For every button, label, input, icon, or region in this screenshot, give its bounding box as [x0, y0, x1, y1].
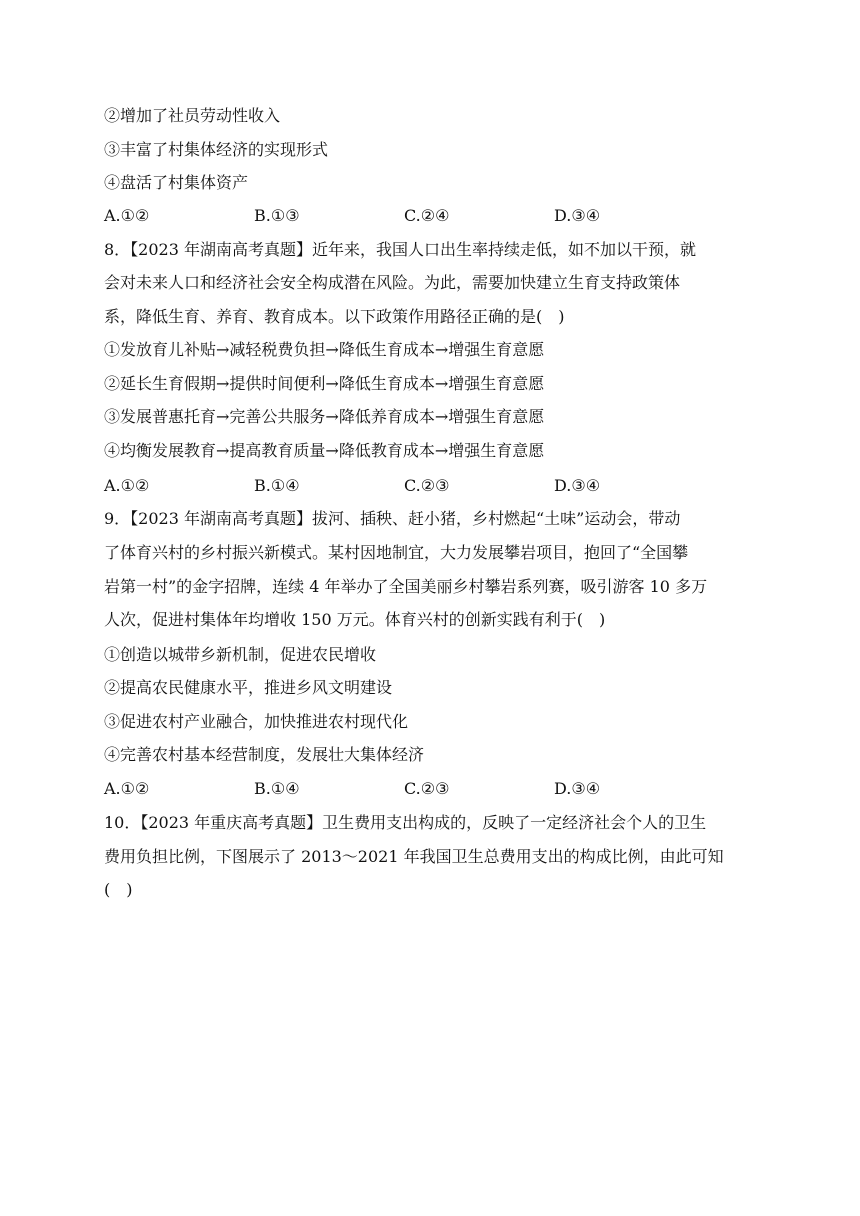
q8-stem-line-3: 系，降低生育、养育、教育成本。以下政策作用路径正确的是( )	[104, 307, 565, 326]
q9-stem-line-3: 岩第一村”的金字招牌，连续 4 年举办了全国美丽乡村攀岩系列赛，吸引游客 10 多万	[104, 577, 708, 596]
q9-option-b: B.①④	[254, 779, 300, 798]
q10-stem-line-2: 费用负担比例，下图展示了 2013～2021 年我国卫生总费用支出的构成比例，由此可知	[104, 847, 724, 866]
q7-options	[104, 206, 764, 226]
q8-option-a: A.①②	[104, 476, 150, 495]
q9-options	[104, 779, 764, 799]
q7-option-b: B.①③	[254, 206, 300, 225]
q7-item-3: ③丰富了村集体经济的实现形式	[104, 140, 329, 159]
q9-option-c: C.②③	[404, 779, 450, 798]
q7-option-c: C.②④	[404, 206, 450, 225]
q9-item-2: ②提高农民健康水平，推进乡风文明建设	[104, 678, 393, 697]
q9-item-3: ③促进农村产业融合，加快推进农村现代化	[104, 712, 409, 731]
q9-item-4: ④完善农村基本经营制度，发展壮大集体经济	[104, 745, 425, 764]
q9-stem-line-1: 9．【2023 年湖南高考真题】拔河、插秧、赶小猪，乡村燃起“土味”运动会，带动	[104, 509, 681, 528]
q8-stem-line-1: 8．【2023 年湖南高考真题】近年来，我国人口出生率持续走低，如不加以干预，就	[104, 240, 696, 259]
q8-item-1: ①发放育儿补贴→减轻税费负担→降低生育成本→增强生育意愿	[104, 340, 545, 359]
q8-option-b: B.①④	[254, 476, 300, 495]
q9-stem-line-2: 了体育兴村的乡村振兴新模式。某村因地制宜，大力发展攀岩项目，抱回了“全国攀	[104, 543, 689, 562]
q8-option-c: C.②③	[404, 476, 450, 495]
q8-stem-line-2: 会对未来人口和经济社会安全构成潜在风险。为此，需要加快建立生育支持政策体	[104, 273, 681, 292]
q7-option-a: A.①②	[104, 206, 150, 225]
q9-stem-line-4: 人次，促进村集体年均增收 150 万元。体育兴村的创新实践有利于( )	[104, 610, 606, 629]
q7-item-2: ②增加了社员劳动性收入	[104, 106, 281, 125]
q8-option-d: D.③④	[554, 476, 601, 495]
q9-option-a: A.①②	[104, 779, 150, 798]
q9-item-1: ①创造以城带乡新机制，促进农民增收	[104, 645, 377, 664]
q10-stem-line-3: ( )	[104, 880, 133, 899]
q8-options	[104, 476, 764, 496]
q10-stem-line-1: 10．【2023 年重庆高考真题】卫生费用支出构成的，反映了一定经济社会个人的卫生	[104, 813, 707, 832]
q8-item-3: ③发展普惠托育→完善公共服务→降低养育成本→增强生育意愿	[104, 407, 545, 426]
q8-item-2: ②延长生育假期→提供时间便利→降低生育成本→增强生育意愿	[104, 374, 545, 393]
q9-option-d: D.③④	[554, 779, 601, 798]
q8-item-4: ④均衡发展教育→提高教育质量→降低教育成本→增强生育意愿	[104, 441, 545, 460]
q7-option-d: D.③④	[554, 206, 601, 225]
q7-item-4: ④盘活了村集体资产	[104, 173, 249, 192]
